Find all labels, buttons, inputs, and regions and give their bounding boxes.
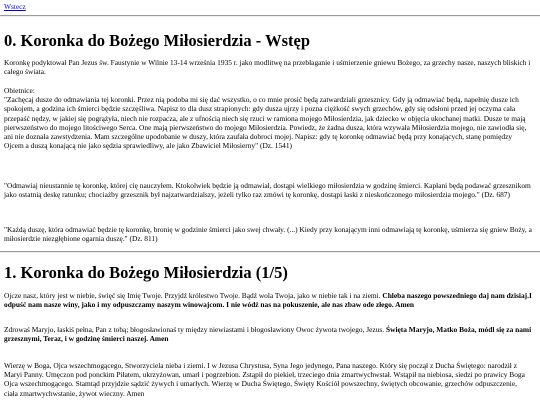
promise-2: "Odmawiaj nieustannie tę koronkę, której cię nauczyłem. Ktokolwiek będzie ją odmawiał, dostąpi wielkiego miłosierdzia w godzinę śmierci. Kapłani będą podawać grzesznikom jako ostatnią deskę ratunku; chociażby grzesznik był najzatwardzialszy, jeżeli tylko raz zmówi tę koronkę, dostąpi łaski z nieskończonego miłosierdzia mojego." (Dz. 687) <box>4 181 531 200</box>
pater-noster <box>4 291 532 309</box>
ave-maria <box>4 325 532 343</box>
intro-lead <box>4 58 532 76</box>
pater-bold: Chleba naszego powszedniego daj nam dzisiaj.I odpuść nam nasze winy, jako i my odpuszczamy naszym winowajcom. I nie wódź nas na pokuszenie, ale nas zbaw ode złego. Amen <box>4 291 532 310</box>
ave-maria-text <box>4 325 532 343</box>
intro-lead-text: Koronkę podyktował Pan Jezus św. Faustynie w Wilnie 13-14 września 1935 r. jako modlitwę na przebłaganie i uśmierzenie gniewu Bożego, za grzechy nasze, naszych bliskich i całego świata. <box>4 58 531 77</box>
section-1-title: 1. Koronka do Bożego Miłosierdzia (1/5) <box>4 263 288 282</box>
pater-plain: Ojcze nasz, który jest w niebie, święć się Imię Twoje. Przyjdź królestwo Twoje. Bądź wola Twoja, jako w niebie tak i na ziemi. <box>4 291 381 300</box>
promise-1: "Zachęcaj dusze do odmawiania tej koronki. Przez nią podoba mi się dać wszystko, o co mnie prosić będą zatwardziali grzesznicy. Gdy ją odmawiać będą, napełnię dusze ich spokojem, a godzina ich śmierci będzie szczęśliwa. Napisz to dla dusz strapionych: gdy dusza ujrzy i pozna ciężkość swych grzechów, gdy się odsłoni przed jej oczyma cała przepaść nędzy, w jakiej się pogrążyła, niech nie rozpacza, ale z ufnością niech się rzuci w ramiona mojego Miłosierdzia, jak dziecko w objęcia ukochanej matki. Dusze te mają pierwszeństwo do mojego litościwego Serca. One mają pierwszeństwo do mojego Miłosierdzia. Powiedz, że żadna dusza, która wzywała Miłosierdzia mojego, nie zawiodła się, ani nie doznała zawstydzenia. Mam szczególne upodobanie w duszy, która zaufała dobroci mojej. Napisz: gdy tę koronkę odmawiać będą przy konających, stanę pomiędzy Ojcem a duszą konającą nie jako sędzia sprawiedliwy, ale jako Zbawiciel Miłosierny" (Dz. 1541) <box>4 95 527 151</box>
promise-3-block <box>4 225 532 243</box>
ave-plain: Zdrowaś Maryjo, łaskiś pełna, Pan z tobą; błogosławionaś ty między niewiastami i błogosławiony Owoc żywota twojego, Jezus. <box>4 325 385 334</box>
credo <box>4 361 532 398</box>
back-link[interactable]: Wstecz <box>4 2 26 11</box>
section-divider <box>0 251 540 253</box>
promises-block <box>4 86 532 150</box>
promises-label: Obietnice: <box>4 86 35 95</box>
top-divider <box>0 15 540 17</box>
promise-2-block <box>4 181 532 199</box>
credo-text: Wierzę w Boga, Ojca wszechmogącego, Stworzyciela nieba i ziemi. I w Jezusa Chrystusa, Syna Jego jedynego, Pana naszego. Który się począł z Ducha Świętego: narodził z Maryi Panny. Umęczon pod ponckim Piłatem, ukrzyżowan, umarł i pogrzebion. Zstąpił do piekieł, trzeciego dnia zmartwychwstał. Wstąpił na niebiosa, siedzi po prawicy Boga Ojca wszechmogącego. Stamtąd przyjdzie sądzić żywych i umarłych. Wierzę w Ducha Świętego, Święty Kościół powszechny, świętych obcowanie, grzechów odpuszczenie, ciała zmartwychwstanie, żywot wieczny. Amen <box>4 361 525 398</box>
pater-noster-text <box>4 291 532 309</box>
intro-title: 0. Koronka do Bożego Miłosierdzia - Wstęp <box>4 31 311 50</box>
ave-bold: Święta Maryjo, Matko Boża, módl się za nami grzesznymi, Teraz, i w godzinę śmierci naszej. Amen <box>4 325 532 344</box>
promise-3: "Każdą duszę, która odmawiać będzie tę koronkę, bronię w godzinie śmierci jako swej chwały. (...) Kiedy przy konającym inni odmawiają tę koronkę, uśmierza się gniew Boży, a miłosierdzie niezgłębione ogarnia duszę." (Dz. 811) <box>4 225 532 244</box>
